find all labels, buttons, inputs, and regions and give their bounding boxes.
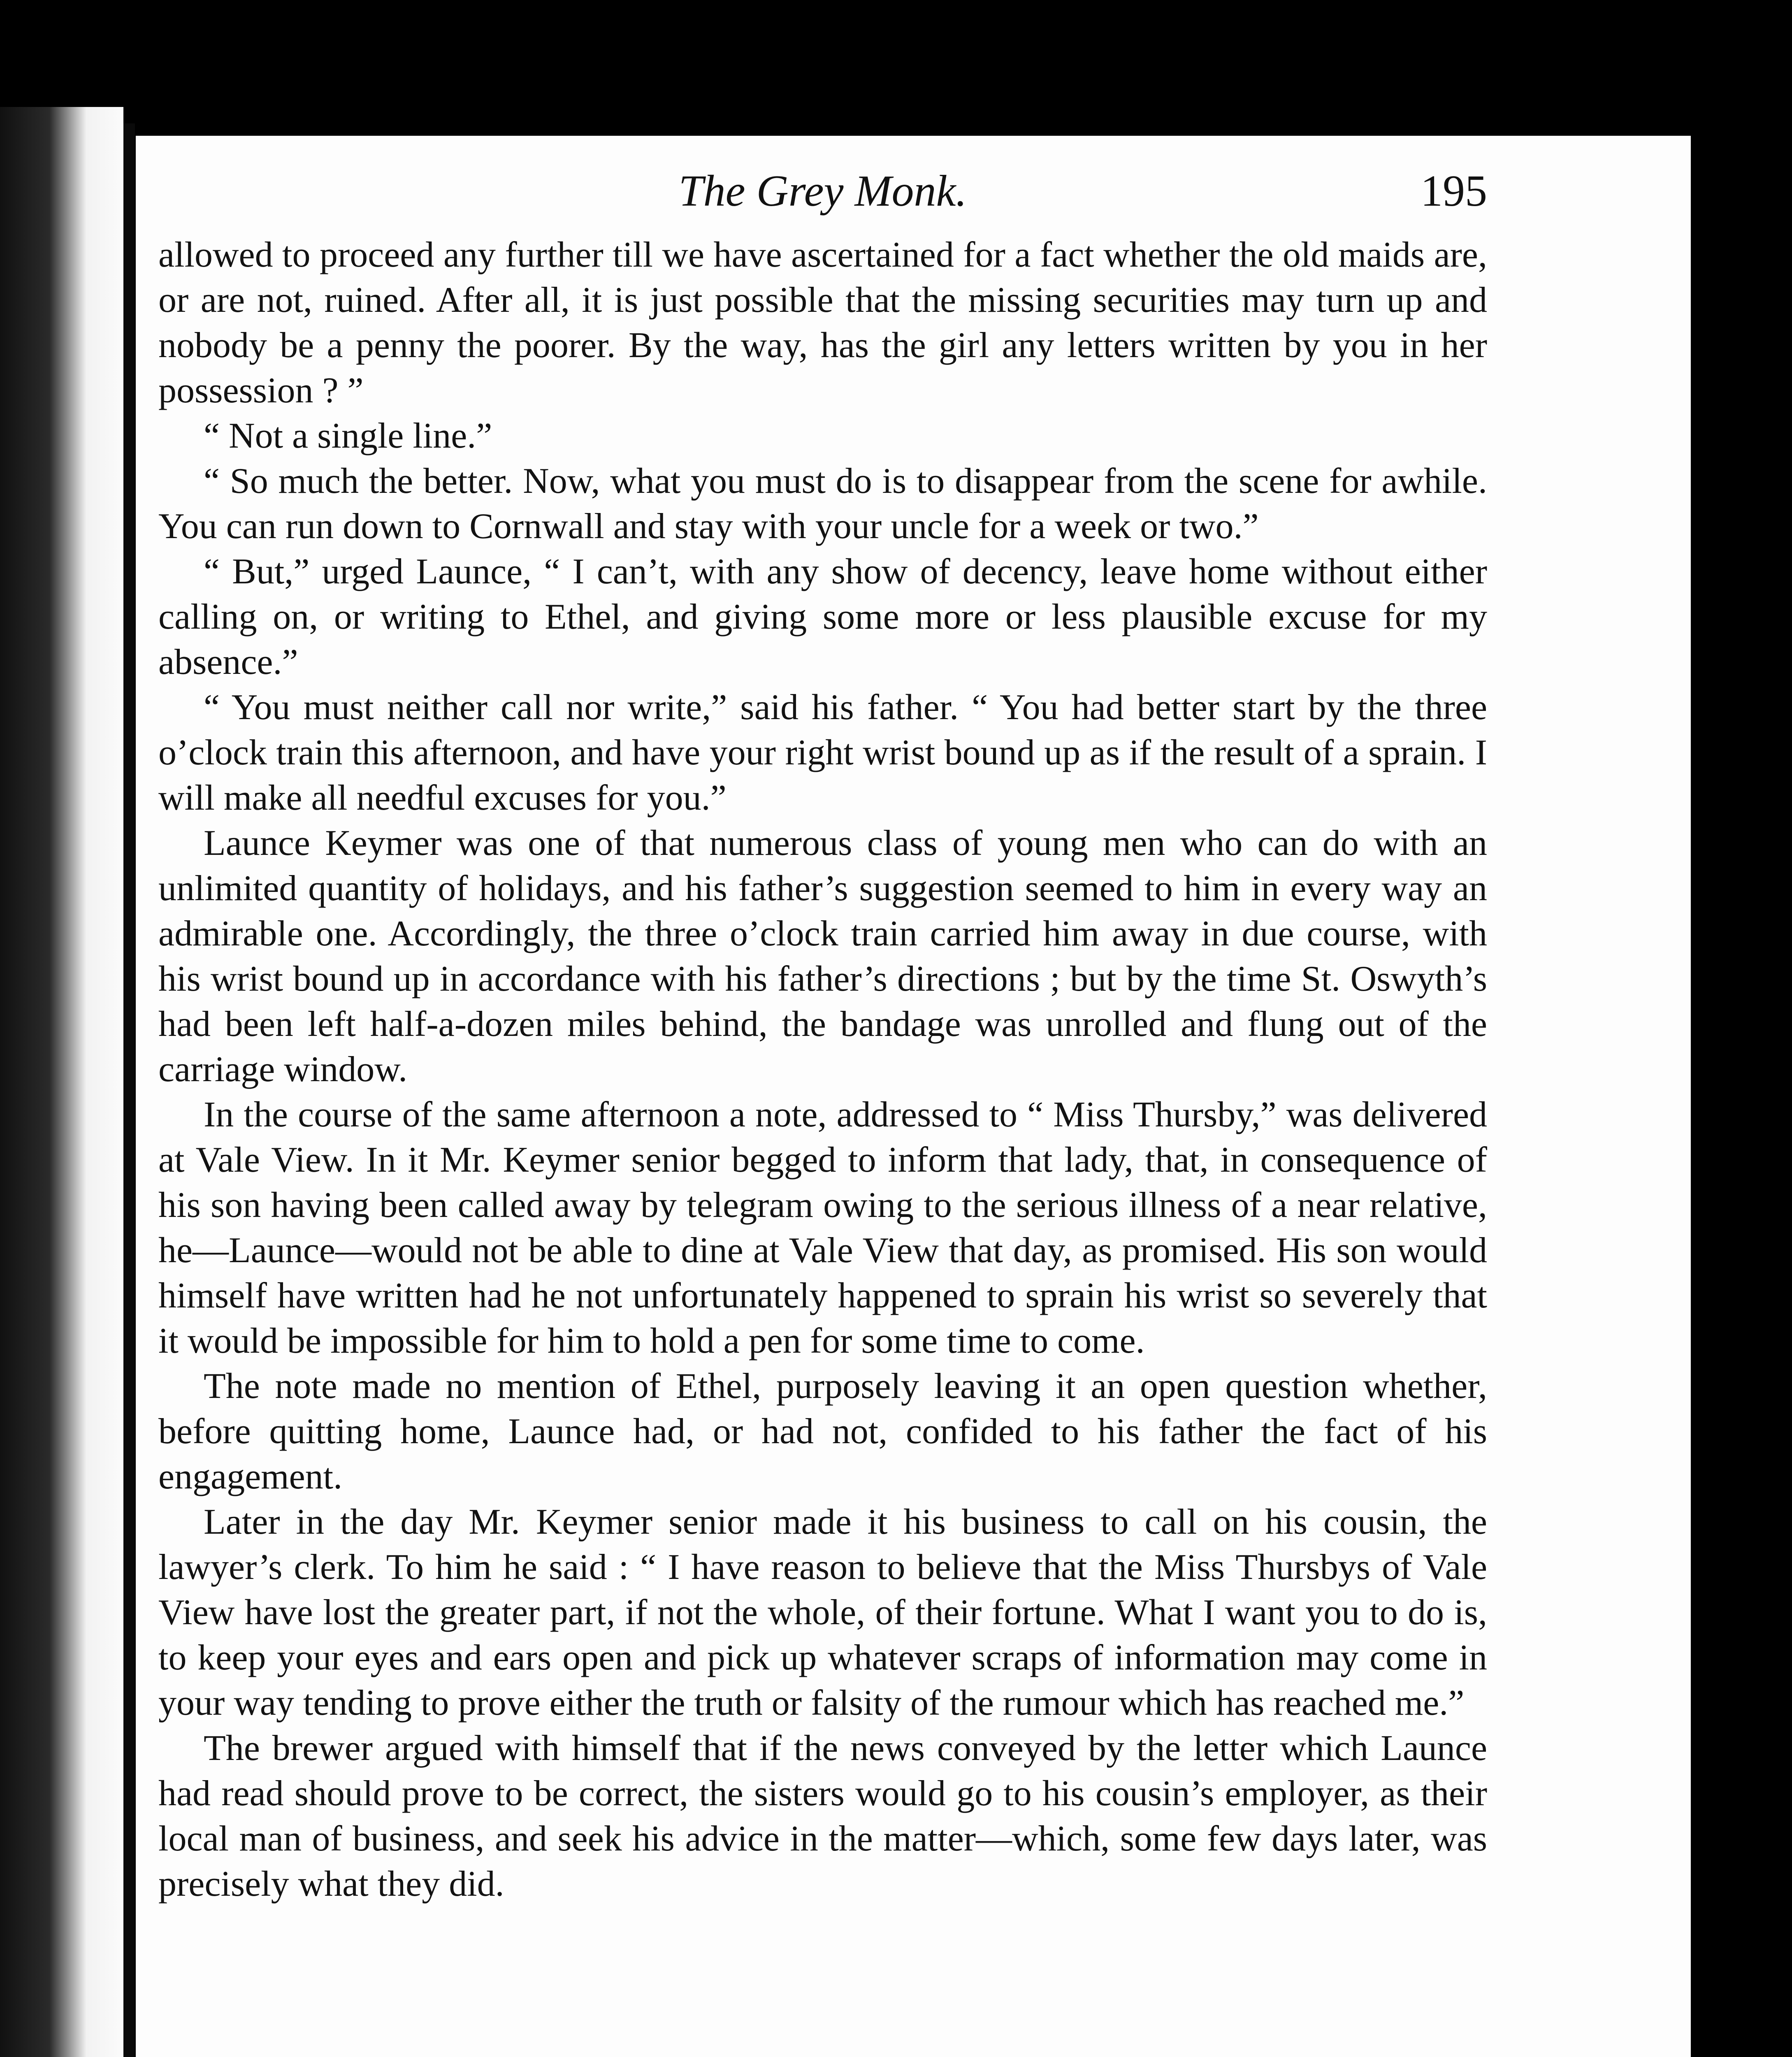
book-spine [123,123,135,2057]
book-gutter-shadow [0,107,123,2057]
paragraph-3: “ So much the better. Now, what you must do is to disappear from the scene for awhile. You can run down to Cornwall and stay with your uncle for a week or two.” [158,461,1487,546]
paragraph-10: The brewer argued with himself that if the news conveyed by the letter which Launce had read should prove to be correct, the sisters would go to his cousin’s employer, as their local man of business, and seek his advice in the matter—which, some few days later, was precisely what they did. [158,1728,1487,1904]
paragraph-2: “ Not a single line.” [204,416,492,456]
paragraph-4: “ But,” urged Launce, “ I can’t, with any show of decency, leave home without either calling on, or writing to Ethel, and giving some more or less plausible excuse for my absence.” [158,552,1487,682]
page-header [158,154,1487,228]
paragraph-6: Launce Keymer was one of that numerous class of young men who can do with an unlimited quantity of holidays, and his father’s suggestion seemed to him in every way an admirable one. Accordingly, the three o’clock train carried him away in due course, with his wrist bound up in accordance with his father’s directions ; but by the time St. Oswyth’s had been left half-a-dozen miles behind, the bandage was unrolled and flung out of the carriage window. [158,823,1487,1089]
page-number: 195 [1421,167,1487,216]
body-text [158,232,1487,1907]
paragraph-9: Later in the day Mr. Keymer senior made it his business to call on his cousin, the lawyer’s clerk. To him he said : “ I have reason to believe that the Miss Thursbys of Vale View have lost the greater part, if not the whole, of their fortune. What I want you to do is, to keep your eyes and ears open and pick up whatever scraps of information may come in your way tending to prove either the truth or falsity of the rumour which has reached me.” [158,1502,1487,1723]
running-title: The Grey Monk. [678,167,967,216]
paragraph-8: The note made no mention of Ethel, purposely leaving it an open question whether, before quitting home, Launce had, or had not, confided to his father the fact of his engagement. [158,1366,1487,1497]
paragraph-1: allowed to proceed any further till we have ascertained for a fact whether the old maids are, or are not, ruined. After all, it is just possible that the missing securities may turn up and nobody be a penny the poorer. By the way, has the girl any letters written by you in her possession ? ” [158,235,1487,411]
paragraph-5: “ You must neither call nor write,” said his father. “ You had better start by the three o’clock train this afternoon, and have your right wrist bound up as if the result of a sprain. I will make all needful excuses for you.” [158,687,1487,818]
paragraph-7: In the course of the same afternoon a note, addressed to “ Miss Thursby,” was delivered at Vale View. In it Mr. Keymer senior begged to inform that lady, that, in consequence of his son having been called away by telegram owing to the serious illness of a near relative, he—Launce—would not be able to dine at Vale View that day, as promised. His son would himself have written had he not unfortunately happened to sprain his wrist so severely that it would be impossible for him to hold a pen for some time to come. [158,1095,1487,1361]
